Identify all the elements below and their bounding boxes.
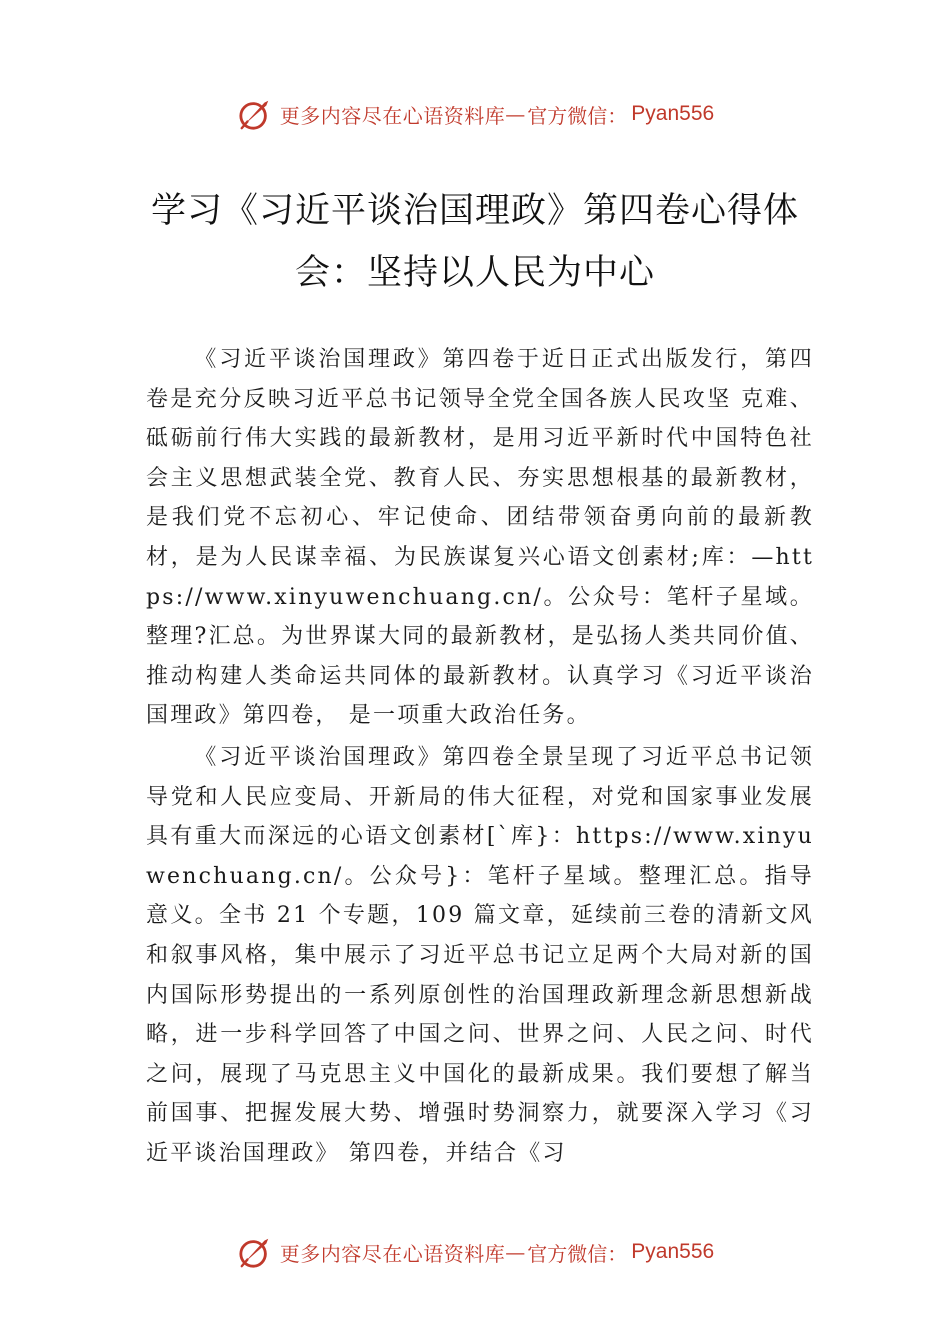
banner-text: 更多内容尽在心语资料库 (279, 1241, 506, 1266)
banner-wechat-id: Pyan556 (631, 102, 715, 125)
banner-separator: — (505, 1240, 526, 1264)
paragraph-1: 《习近平谈治国理政》第四卷于近日正式出版发行，第四卷是充分反映习近平总书记领导全党全国各族人民攻坚 克难、砥砺前行伟大实践的最新教材，是用习近平新时代中国特色社会主义思想武装全党、教育人民、夯实思想根基的最新教材，是我们党不忘初心、牢记使命、团结带领奋勇向前的最新教材，是为人民谋幸福、为民族谋复兴心语文创素材;库：—https://www.xinyuwenchuang.cn/。公众号：笔杆子星域。整理?汇总。为世界谋大同的最新教材，是弘扬人类共同价值、推动构建人类命运共同体的最新教材。认真学习《习近平谈治国理政》第四卷， 是一项重大政治任务。 (146, 347, 814, 729)
banner-separator: — (505, 102, 526, 126)
paragraph-2: 《习近平谈治国理政》第四卷全景呈现了习近平总书记领导党和人民应变局、开新局的伟大征程，对党和国家事业发展具有重大而深远的心语文创素材[`库}：https://www.xinyuwenchuang.cn/。公众号}：笔杆子星域。整理汇总。指导意义。全书 21 个专题，109 篇文章，延续前三卷的清新文风和叙事风格，集中展示了习近平总书记立足两个大局对新的国内国际形势提出的一系列原创性的治国理政新理念新思想新战略，进一步科学回答了中国之问、世界之问、人民之问、时代之问，展现了马克思主义中国化的最新成果。我们要想了解当前国事、把握发展大势、增强时势洞察力，就要深入学习《习近平谈治国理政》 第四卷，并结合《习 (146, 744, 814, 1166)
quill-pen-logo-icon (236, 1235, 274, 1269)
banner-wechat-label: 官方微信： (527, 103, 628, 128)
footer-banner (0, 1232, 950, 1272)
banner-wechat-label: 官方微信： (527, 1241, 628, 1266)
title-line-2: 会：坚持以人民为中心 (294, 253, 655, 293)
document-title (140, 180, 810, 304)
banner-text: 更多内容尽在心语资料库 (279, 103, 506, 128)
header-banner (0, 94, 950, 134)
quill-pen-logo-icon (236, 97, 274, 131)
title-line-1: 学习《习近平谈治国理政》第四卷心得体 (150, 191, 799, 231)
document-body (146, 340, 814, 1175)
banner-wechat-id: Pyan556 (631, 1240, 715, 1263)
